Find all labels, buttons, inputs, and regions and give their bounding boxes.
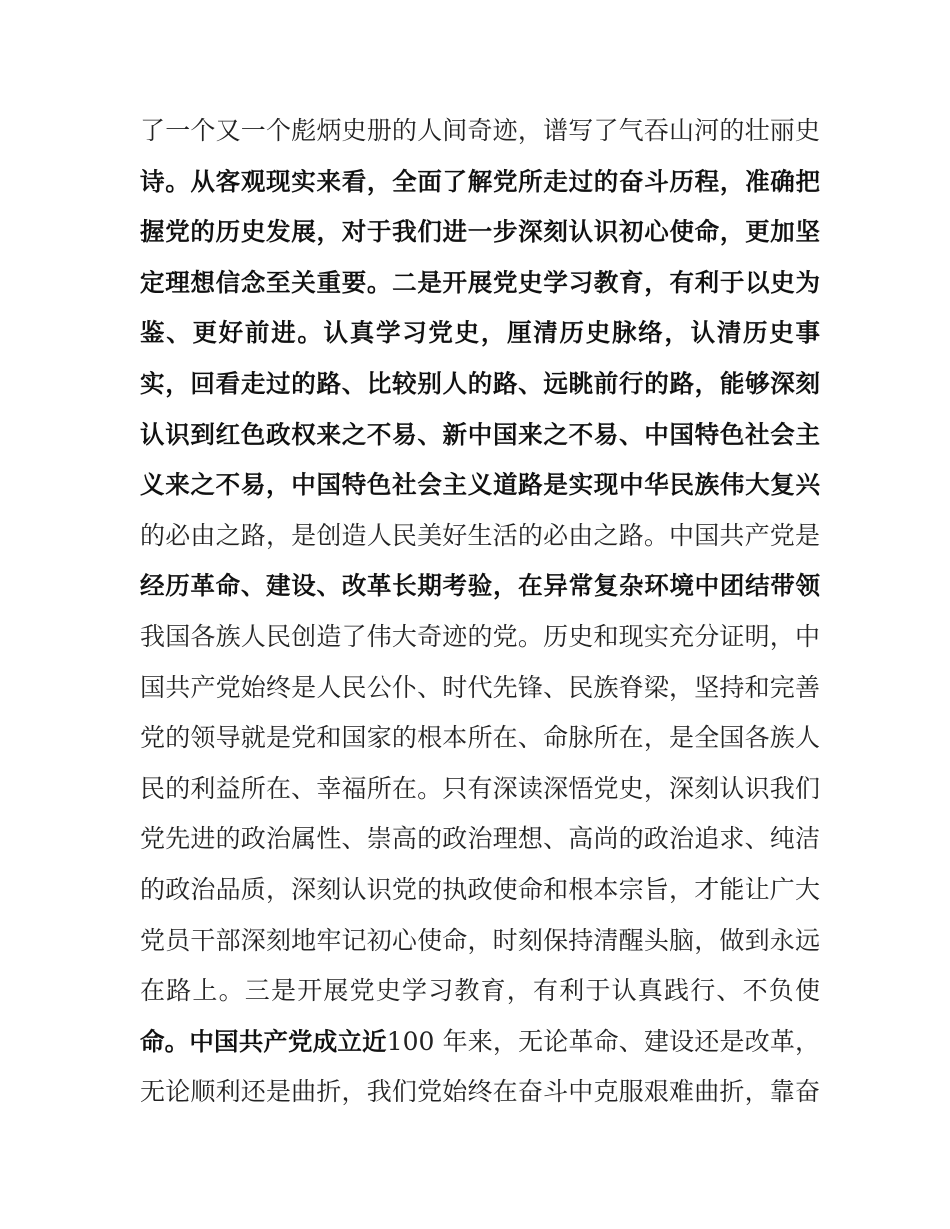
text-line-7: 认识到红色政权来之不易、新中国来之不易、中国特色社会主 (140, 419, 820, 449)
text-line-10: 经历革命、建设、改革长期考验，在异常复杂环境中团结带领 (140, 571, 820, 601)
text-line-13: 党的领导就是党和国家的根本所在、命脉所在，是全国各族人 (140, 723, 820, 753)
text-line-1: 了一个又一个彪炳史册的人间奇迹，谱写了气吞山河的壮丽史 (140, 116, 820, 145)
text-line-20: 无论顺利还是曲折，我们党始终在奋斗中克服艰难曲折，靠奋 (140, 1077, 820, 1107)
body-text (140, 106, 820, 1118)
text-line-18: 在路上。三是开展党史学习教育，有利于认真践行、不负使 (140, 976, 820, 1006)
text-line-4: 定理想信念至关重要。二是开展党史学习教育，有利于以史为 (140, 267, 820, 297)
text-line-12: 国共产党始终是人民公仆、时代先锋、民族脊梁，坚持和完善 (140, 672, 820, 702)
text-line-17: 党员干部深刻地牢记初心使命，时刻保持清醒头脑，做到永远 (140, 925, 820, 955)
text-line-5: 鉴、更好前进。认真学习党史，厘清历史脉络，认清历史事 (140, 318, 820, 348)
text-line-19 (140, 1017, 820, 1068)
text-line-3: 握党的历史发展，对于我们进一步深刻认识初心使命，更加坚 (140, 217, 820, 247)
text-line-19-bold-part: 命。中国共产党成立近 (140, 1026, 387, 1056)
text-line-16: 的政治品质，深刻认识党的执政使命和根本宗旨，才能让广大 (140, 874, 820, 904)
text-line-9: 的必由之路，是创造人民美好生活的必由之路。中国共产党是 (140, 520, 820, 550)
text-line-11: 我国各族人民创造了伟大奇迹的党。历史和现实充分证明，中 (140, 621, 820, 651)
text-line-2: 诗。从客观现实来看，全面了解党所走过的奋斗历程，准确把 (140, 166, 820, 196)
text-line-15: 党先进的政治属性、崇高的政治理想、高尚的政治追求、纯洁 (140, 824, 820, 854)
text-line-14: 民的利益所在、幸福所在。只有深读深悟党史，深刻认识我们 (140, 773, 820, 803)
text-line-8: 义来之不易，中国特色社会主义道路是实现中华民族伟大复兴 (140, 470, 820, 500)
text-line-6: 实，回看走过的路、比较别人的路、远眺前行的路，能够深刻 (140, 368, 820, 398)
text-line-19-regular-part: 100 年来，无论革命、建设还是改革， (386, 1026, 820, 1056)
